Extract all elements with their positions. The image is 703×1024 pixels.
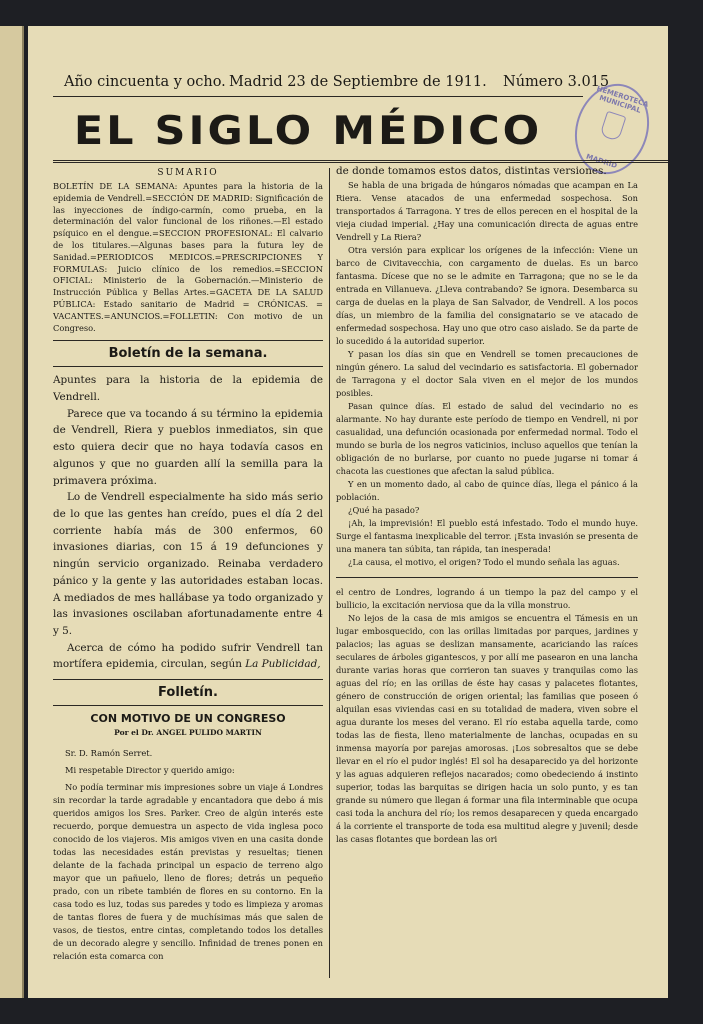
- folletin-cont-paragraph: el centro de Londres, logrando á un tiempo la paz del campo y el bullicio, la excitación nerviosa que da la villa monstruo.: [336, 587, 638, 610]
- section-rule: [336, 577, 638, 578]
- header-rule: [53, 96, 583, 97]
- right-paragraph: Y pasan los días sin que en Vendrell se tomen precauciones de ningún género. La salud del vecindario es satisfactoria. El gobernador de Tarragona y el doctor Sala viven en el mejor de los mundos posibles.: [336, 349, 638, 398]
- folletin-author: Por el Dr. ANGEL PULIDO MARTIN: [114, 728, 262, 738]
- boletin-paragraph: Parece que va tocando á su término la epidemia de Vendrell, Riera y pueblos inmediatos, sin que esto quiera decir que no haya todavía casos en algunos y que no guarden allí la semilla para la primavera próxima.: [53, 407, 323, 487]
- issue-dateline: Madrid 23 de Septiembre de 1911.: [229, 74, 487, 90]
- folletin-continued: [336, 586, 638, 846]
- right-paragraph: Pasan quince días. El estado de salud del vecindario no es alarmante. No hay durante este período de tiempo en Vendrell, ni por casualidad, una defunción ocasionada por enfermedad normal. Todo el mundo se burla de los negros vaticinios, incluso aquellos que tenían la obligación de no burlarse, por cuanto no puede jugarse ni tomar á chacota las cuestiones que afectan la salud pública.: [336, 401, 638, 476]
- folletin-title: CON MOTIVO DE UN CONGRESO: [90, 712, 286, 726]
- boletin-paragraph: Acerca de cómo ha podido sufrir Vendrell tan mortífera epidemia, circulan, según La Publicidad,: [53, 641, 323, 671]
- boletin-body: [53, 372, 323, 673]
- boletin-heading: Boletín de la semana.: [53, 340, 323, 367]
- folletin-paragraph: No podía terminar mis impresiones sobre un viaje á Londres sin recordar la tarde agradable y encantadora que debo á mis queridos amigos los Sres. Parker. Creo de algún interés este recuerdo, porque demuestra un aspecto de vida inglesa poco conocido de los viajeros. Mis amigos viven en una casita donde todas las necesidades están previstas y resueltas; tienen delante de la fachada principal un espacio de terreno algo mayor que un pañuelo, lleno de flores; detrás un pequeño prado, con un ribete también de flores en su contorno. En la casa todo es luz, todas sus paredes y todo es limpieza y aromas de tantas flores de fuera y de muchísimas más que salen de vasos, de tiestos, entre cintas, completando todos los detalles de un decorado alegre y sencillo. Infinidad de trenes ponen en relación esta comarca con: [53, 782, 323, 962]
- crest-icon: [599, 111, 626, 142]
- right-paragraph: Se habla de una brigada de húngaros nómadas que acampan en La Riera. Vense atacados de una enfermedad sospechosa. Son transportados á Tarragona. Y tres de ellos perecen en el hospital de la vieja ciudad imperial. ¿Hay una comunicación directa de aguas entre Vendrell y La Riera?: [336, 180, 638, 242]
- boletin-continued: [336, 164, 638, 569]
- right-paragraph: Otra versión para explicar los orígenes de la infección: Viene un barco de Civitavecchia, con cargamento de duelas. Es un barco fantasma. Dícese que no se le admite en Tarragona; que no se le da entrada en Villanueva. ¿Lleva contrabando? Se ignora. Desembarca su carga de duelas en la playa de San Salvador, de Vendrell. A los pocos días, un miembro de la familia del consignatario se ve atacado de enfermedad sospechosa. Hay uno que otro caso aislado. Se da parte de lo sucedido á la autoridad superior.: [336, 245, 638, 346]
- boletin-subtitle: Apuntes para la historia de la epidemia de Vendrell.: [53, 374, 323, 404]
- folletin-salutation: Sr. D. Ramón Serret.: [65, 748, 153, 759]
- right-paragraph: ¿Qué ha pasado?: [348, 505, 420, 515]
- right-paragraph: ¡Ah, la imprevisión! El pueblo está infestado. Todo el mundo huye. Surge el fantasma inexplicable del terror. ¡Esta invasión se presenta de una manera tan súbita, tan rápida, tan inesperada!: [336, 518, 638, 554]
- issue-year: Año cincuenta y ocho.: [64, 74, 226, 90]
- newspaper-page: [28, 26, 668, 998]
- boletin-paragraph: Lo de Vendrell especialmente ha sido más serio de lo que las gentes han creído, pues el día 2 del corriente había más de 300 enfermos, 60 invasiones diarias, con 15 á 19 defunciones y ningún servicio organizado. Reinaba verdadero pánico y la gente y las autoridades estaban locas. A mediados de mes hallábase ya todo organizado y las invasiones oscilaban afortunadamente entre 4 y 5.: [53, 491, 323, 637]
- right-column: [336, 164, 638, 994]
- folletin-body: [53, 747, 323, 963]
- right-paragraph: ¿La causa, el motivo, el origen? Todo el mundo señala las aguas.: [348, 557, 620, 567]
- adjacent-page-edge: [0, 26, 24, 998]
- right-paragraph: de donde tomamos estos datos, distintas versiones.: [336, 165, 607, 177]
- left-column: [53, 168, 323, 988]
- folletin-heading: Folletín.: [53, 679, 323, 706]
- masthead-rule: [53, 160, 668, 163]
- column-divider: [329, 168, 330, 978]
- masthead-title: EL SIGLO MÉDICO: [73, 108, 543, 154]
- library-stamp: HEMEROTECA MUNICIPAL MADRID: [564, 74, 661, 184]
- folletin-greeting: Mi respetable Director y querido amigo:: [65, 765, 235, 776]
- sumario-heading: SUMARIO: [157, 168, 219, 178]
- right-paragraph: Y en un momento dado, al cabo de quince días, llega el pánico á la población.: [336, 479, 638, 502]
- issue-number: Número 3.015: [503, 74, 610, 90]
- boletin-source: La Publicidad,: [245, 658, 321, 671]
- folletin-cont-paragraph: No lejos de la casa de mis amigos se encuentra el Támesis en un lugar embosquecido, con las orillas limitadas por parques, jardines y palacios; las aguas se deslizan mansamente, acariciando las raíces seculares de árboles gigantescos, y por allí me pasearon en una lancha durante varias horas que corrieron tan suaves y tranquilas como las aguas del río; en las orillas de éste hay casas y palacetes flotantes, género de construcción de origen oriental; las familias que poseen ó alquilan esas viviendas casi en su totalidad de madera, viven sobre el agua durante los meses del verano. El río estaba aquella tarde, como todas las de fiesta, lleno materialmente de lanchas, ocupadas en su inmensa mayoría por parejas amorosas. ¡Los sobresaltos que se debe llevar en el río el pudor inglés! El sol ha desaparecido ya del horizonte y las aguas adquieren reflejos nacarados; como obedeciendo á instinto superior, todas las barquitas se dirigen hacia un solo punto, y es tan grande su número que llegan á formar una fila interminable que ocupa casi toda la anchura del río; los remos desaparecen y queda encargado á la corriente el transporte de toda esa multitud alegre y juvenil; desde las casas flotantes que bordean las ori: [336, 613, 638, 844]
- sumario-text: BOLETÍN DE LA SEMANA: Apuntes para la historia de la epidemia de Vendrell.=SECCIÓN DE MADRID: Significación de las inyecciones de índigo-carmín, como prueba, en la determinación del valor funcional de los riñones.—El estado psíquico en el dengue.=SECCION PROFESIONAL: El calvario de los titulares.—Algunas bases para la futura ley de Sanidad.=PERIODICOS MEDICOS.=PRESCRIPCIONES Y FORMULAS: Juicio clínico de los remedios.=SECCION OFICIAL: Ministerio de la Gobernación.—Ministerio de Instrucción Pública y Bellas Artes.=GACETA DE LA SALUD PÚBLICA: Estado sanitario de Madrid = CRÓNICAS. = VACANTES.=ANUNCIOS.=FOLLETIN: Con motivo de un Congreso.: [53, 181, 323, 333]
